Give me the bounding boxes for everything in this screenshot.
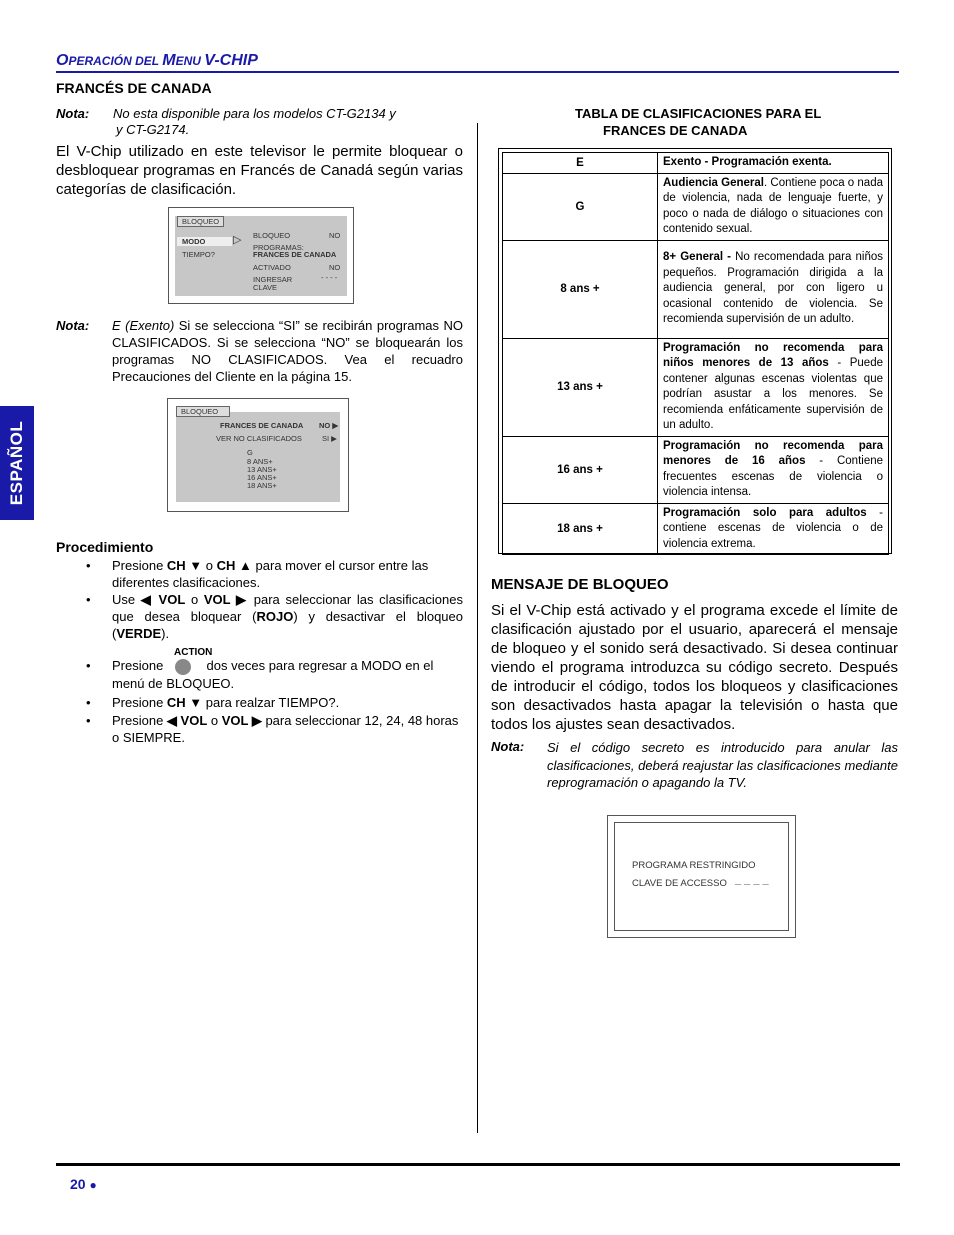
block-message-paragraph: Si el V-Chip está activado y el programa excede el límite de clasificación ajustado por el usuario, aparecerá el mensaje de bloqueo y el sonido será desactivado. Si desea continuar viendo el programa introduzca su código secreto. Después de introducir el código, todos los bloqueos y clasificaciones son desactivados hasta apagar la televisión o hasta que todos los ajustes sean desactivados. bbox=[491, 602, 898, 733]
table-row bbox=[503, 338, 889, 436]
note2-text: E (Exento) Si se selecciona “SI” se recibirán programas NO CLASIFICADOS. Si se selecciona “NO” se bloquearán los programas NO CLASIFICADOS. Vea el recuadro Precauciones del Cliente en la página 15. bbox=[112, 318, 463, 384]
rating-description: Programación solo para adultos - contiene escenas de violencia o de violencia extrema. bbox=[658, 503, 889, 555]
rating-description: Programación no recomenda para menores de 16 años - Contiene frecuentes escenas de violencia o violencia intensa. bbox=[658, 436, 889, 503]
page-number: 20 ● bbox=[70, 1176, 97, 1192]
table-row bbox=[503, 153, 889, 174]
clave-value: - - - - bbox=[321, 273, 338, 282]
rating-item: 18 ANS+ bbox=[247, 481, 277, 490]
table-row bbox=[503, 436, 889, 503]
bloqueo-label: BLOQUEO bbox=[253, 231, 291, 240]
bullet-dot: • bbox=[86, 695, 91, 710]
bloqueo-value: NO bbox=[329, 231, 341, 240]
programas-value: FRANCES DE CANADA bbox=[253, 250, 337, 259]
ratings-table bbox=[502, 152, 889, 555]
procedure-step-3: Presione dos veces para regresar a MODO en el menú de BLOQUEO. bbox=[112, 658, 434, 691]
note-label: Nota: bbox=[56, 106, 90, 121]
note3-label: Nota: bbox=[491, 739, 525, 754]
rating-code: E bbox=[503, 153, 658, 174]
rating-description: Audiencia General. Contiene poca o nada de violencia, nada de lenguaje fuerte, y poco o nada de diálogo o situaciones con contenido sexual. bbox=[658, 173, 889, 240]
menu-item-tiempo: TIEMPO? bbox=[182, 250, 215, 259]
screen-tab: BLOQUEO bbox=[177, 216, 224, 227]
intro-paragraph: El V-Chip utilizado en este televisor le permite bloquear o desbloquear programas en Francés de Canadá según varias categorías de clasificación. bbox=[56, 143, 463, 198]
rating-code: 13 ans + bbox=[503, 338, 658, 436]
rating-description: Exento - Programación exenta. bbox=[658, 153, 889, 174]
header-rule bbox=[56, 71, 899, 73]
restricted-program-screen bbox=[607, 815, 796, 938]
language-tab: ESPAÑOL bbox=[0, 406, 34, 520]
frances-canada-value: NO ▶ bbox=[319, 421, 339, 430]
procedure-step-1: Presione CH ▼ o CH ▲ para mover el cursor entre las diferentes clasificaciones. bbox=[112, 558, 429, 590]
rating-item: 16 ANS+ bbox=[247, 473, 277, 482]
footer-rule bbox=[56, 1163, 900, 1166]
bloqueo-menu-screen bbox=[168, 207, 354, 304]
bullet-dot: • bbox=[86, 713, 91, 728]
rating-code: 18 ans + bbox=[503, 503, 658, 555]
table-title: TABLA DE CLASIFICACIONES PARA EL FRANCES DE CANADA bbox=[575, 106, 822, 138]
programas-label: PROGRAMAS: bbox=[253, 243, 304, 252]
frances-canada-screen bbox=[167, 398, 349, 512]
table-row bbox=[503, 173, 889, 240]
activado-label: ACTIVADO bbox=[253, 263, 291, 272]
note2-label: Nota: bbox=[56, 318, 90, 333]
procedure-heading: Procedimiento bbox=[56, 539, 154, 555]
ingresar-label: INGRESAR bbox=[253, 275, 293, 284]
rating-item: 13 ANS+ bbox=[247, 465, 277, 474]
ver-no-clasificados-value: SI ▶ bbox=[322, 434, 337, 443]
column-divider bbox=[477, 123, 478, 1133]
ver-no-clasificados-label: VER NO CLASIFICADOS bbox=[216, 434, 302, 443]
screen-tab: BLOQUEO bbox=[176, 406, 230, 417]
frances-canada-label: FRANCES DE CANADA bbox=[220, 421, 304, 430]
restricted-message: PROGRAMA RESTRINGIDO bbox=[632, 860, 756, 871]
cursor-arrow-icon: ▷ bbox=[233, 234, 242, 246]
procedure-step-4: Presione CH ▼ para realzar TIEMPO?. bbox=[112, 695, 340, 710]
menu-item-modo: MODO bbox=[177, 237, 232, 246]
rating-item: 8 ANS+ bbox=[247, 457, 273, 466]
section-title: OPERACIÓN DEL MENU V-CHIP bbox=[56, 52, 258, 69]
ratings-table-frame bbox=[498, 148, 892, 554]
procedure-step-5: Presione ◀ VOL o VOL ▶ para seleccionar 12, 24, 48 horas o SIEMPRE. bbox=[112, 713, 459, 745]
note-text: No esta disponible para los modelos CT-G2134 y y CT-G2174. bbox=[113, 106, 396, 137]
access-code-field: _ _ _ _ bbox=[735, 874, 769, 886]
rating-code: G bbox=[503, 173, 658, 240]
activado-value: NO bbox=[329, 263, 341, 272]
bullet-dot: • bbox=[86, 592, 91, 607]
bullet-dot: • bbox=[86, 658, 91, 673]
procedure-step-2: Use ◀ VOL o VOL ▶ para seleccionar las clasificaciones que desea bloquear (ROJO) y desactivar el bloqueo (VERDE). bbox=[112, 592, 464, 641]
action-label: ACTION bbox=[174, 647, 213, 658]
bullet-dot: • bbox=[86, 558, 91, 573]
action-button-icon bbox=[175, 659, 191, 675]
french-canada-heading: FRANCÉS DE CANADA bbox=[56, 80, 212, 96]
block-message-heading: MENSAJE DE BLOQUEO bbox=[491, 576, 669, 593]
access-code-label: CLAVE DE ACCESSO bbox=[632, 878, 727, 889]
rating-description: 8+ General - No recomendada para niños pequeños. Programación dirigida a la audiencia general, por con ligero u ocasional contenido de violencia. Se recomienda supervisión de un adulto. bbox=[658, 240, 889, 338]
clave-label: CLAVE bbox=[253, 283, 278, 292]
table-row bbox=[503, 503, 889, 555]
note3-text: Si el código secreto es introducido para anular las clasificaciones, deberá reajustar las clasificaciones mediante reprogramación o apagando la TV. bbox=[547, 740, 898, 790]
table-row bbox=[503, 240, 889, 338]
rating-code: 16 ans + bbox=[503, 436, 658, 503]
rating-code: 8 ans + bbox=[503, 240, 658, 338]
rating-description: Programación no recomenda para niños menores de 13 años - Puede contener algunas escenas violentas que podrían asustar a los menores. Se recomienda enfáticamente supervisión de un adulto. bbox=[658, 338, 889, 436]
rating-item: G bbox=[247, 448, 253, 457]
